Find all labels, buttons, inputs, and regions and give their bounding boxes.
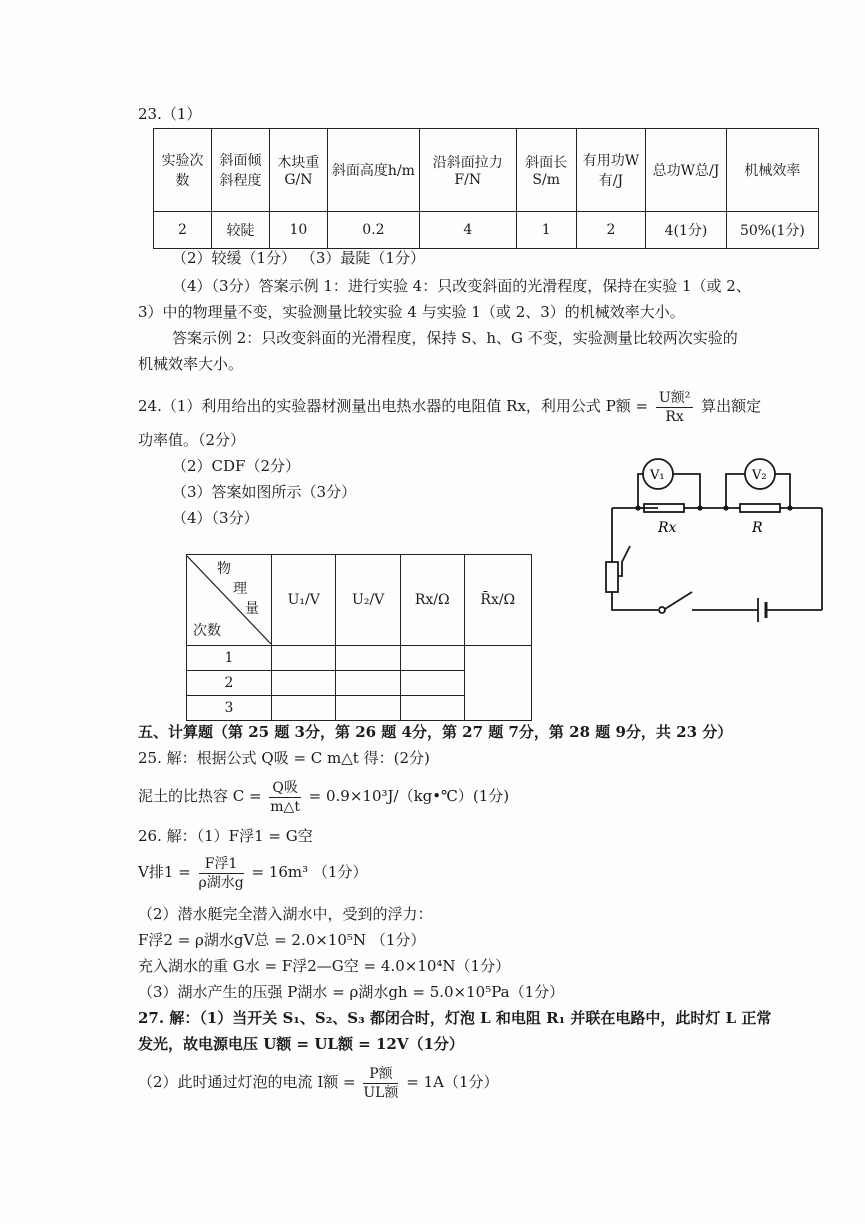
table-cell	[400, 671, 464, 696]
lamp-current-formula	[363, 1065, 398, 1102]
table-cell: 10	[269, 212, 327, 249]
fraction-denominator: Rx	[665, 408, 684, 425]
fraction-denominator: UL额	[363, 1084, 399, 1101]
table-cell	[336, 646, 400, 671]
rx-label: Rx	[658, 520, 677, 536]
header-cell: U₂/V	[336, 555, 400, 646]
circuit-diagram	[600, 452, 830, 632]
diag-label: 次数	[193, 623, 221, 639]
q26-line2-text: V排1 =	[138, 863, 191, 881]
table-header-row	[187, 555, 532, 646]
section-5-heading: 五、计算题（第 25 题 3分，第 26 题 4分，第 27 题 7分，第 28 题 9分，共 23 分）	[138, 723, 733, 741]
q23-heading	[138, 104, 201, 124]
table-cell: 4	[419, 212, 516, 249]
table-cell: 3	[187, 696, 272, 721]
resistor-r	[740, 504, 780, 512]
header-cell: 有用功W有/J	[576, 129, 645, 212]
header-cell: U₁/V	[272, 555, 336, 646]
table-cell: 2	[154, 212, 212, 249]
q26-line4: F浮2 = ρ湖水gV总 = 2.0×10⁵N （1分）	[138, 931, 426, 949]
r-label: R	[752, 520, 763, 536]
q23-line2: （2）较缓（1分） （3）最陡（1分）	[172, 249, 425, 267]
q24-line1-text: 24.（1）利用给出的实验器材测量出电热水器的电阻值 Rx，利用公式 P额 =	[138, 397, 649, 415]
q26-line5: 充入湖水的重 G水 = F浮2—G空 = 4.0×10⁴N（1分）	[138, 957, 511, 975]
diag-label: 量	[245, 601, 259, 617]
diag-label: 物	[217, 561, 231, 577]
rated-power-formula	[656, 389, 693, 426]
header-cell: Rx/Ω	[400, 555, 464, 646]
diag-label: 理	[233, 581, 247, 597]
q23-results-table	[153, 128, 819, 249]
q24-line1-end: 算出额定	[701, 397, 762, 415]
q23-number: 23.	[138, 105, 162, 123]
fraction-numerator: P额	[363, 1065, 398, 1084]
q24-line2: （2）CDF（2分）	[172, 457, 300, 475]
q24-line1	[138, 386, 761, 426]
q25-line1: 25. 解：根据公式 Q吸 = C m△t 得：(2分)	[138, 749, 430, 767]
table-cell	[336, 671, 400, 696]
q26-line1: 26. 解：（1）F浮1 = G空	[138, 827, 313, 845]
table-cell: 1	[187, 646, 272, 671]
table-cell	[464, 646, 531, 721]
header-cell: 总功W总/J	[646, 129, 727, 212]
table-cell: 50%(1分)	[726, 212, 818, 249]
table-cell: 4(1分)	[646, 212, 727, 249]
v1-label: V₁	[650, 468, 665, 483]
table-header-row	[154, 129, 819, 212]
table-cell: 2	[187, 671, 272, 696]
displaced-volume-formula	[199, 855, 244, 892]
header-cell: 实验次数	[154, 129, 212, 212]
table-cell	[272, 646, 336, 671]
header-cell: 木块重G/N	[269, 129, 327, 212]
table-cell	[400, 646, 464, 671]
q27-line3	[138, 1062, 499, 1102]
table-row	[154, 212, 819, 249]
header-cell: 斜面长S/m	[516, 129, 576, 212]
header-cell: R̄x/Ω	[464, 555, 531, 646]
q23-line4a: （4）（3分）答案示例 1：进行实验 4：只改变斜面的光滑程度，保持在实验 1（或 2、	[172, 277, 751, 295]
q25-line2	[138, 776, 509, 816]
v2-label: V₂	[752, 468, 767, 483]
q27-line3-end: = 1A（1分）	[406, 1073, 499, 1091]
table-cell	[272, 671, 336, 696]
q26-line6: （3）湖水产生的压强 P湖水 = ρ湖水gh = 5.0×10⁵Pa（1分）	[138, 983, 565, 1001]
table-cell	[400, 696, 464, 721]
fraction-denominator: m△t	[270, 798, 300, 815]
header-cell: 斜面高度h/m	[327, 129, 419, 212]
diagonal-header-cell	[187, 555, 272, 646]
switch	[659, 607, 665, 613]
q25-line2-end: = 0.9×10³J/（kg•℃）(1分)	[308, 787, 510, 805]
table-cell: 0.2	[327, 212, 419, 249]
q26-line2	[138, 852, 367, 892]
table-cell	[336, 696, 400, 721]
header-cell: 斜面倾斜程度	[211, 129, 269, 212]
specific-heat-formula	[269, 779, 300, 816]
q23-line4b: 3）中的物理量不变，实验测量比较实验 4 与实验 1（或 2、3）的机械效率大小。	[138, 303, 685, 321]
q26-line2-end: = 16m³ （1分）	[251, 863, 368, 881]
q24-line3: （3）答案如图所示（3分）	[172, 483, 357, 501]
q27-line3-text: （2）此时通过灯泡的电流 I额 =	[138, 1073, 356, 1091]
rheostat	[606, 562, 618, 592]
fraction-numerator: Q吸	[269, 779, 300, 798]
q27-line2: 发光，故电源电压 U额 = UL额 = 12V（1分）	[138, 1035, 464, 1053]
table-cell: 1	[516, 212, 576, 249]
q26-line3: （2）潜水艇完全潜入湖水中，受到的浮力：	[138, 905, 433, 923]
fraction-denominator: ρ湖水g	[198, 874, 244, 891]
q23-part1-label: （1）	[161, 105, 202, 123]
table-row	[187, 646, 532, 671]
q25-line2-text: 泥土的比热容 C =	[138, 787, 262, 805]
q24-data-table	[186, 554, 532, 721]
q27-line1: 27. 解：（1）当开关 S₁、S₂、S₃ 都闭合时，灯泡 L 和电阻 R₁ 并联在电路中，此时灯 L 正常	[138, 1009, 772, 1027]
table-cell	[272, 696, 336, 721]
fraction-numerator: U额²	[656, 389, 693, 408]
q23-line4d: 机械效率大小。	[138, 355, 244, 373]
q24-line4: （4）（3分）	[172, 509, 259, 527]
table-cell: 较陡	[211, 212, 269, 249]
header-cell: 沿斜面拉力F/N	[419, 129, 516, 212]
fraction-numerator: F浮1	[199, 855, 244, 874]
q24-line1b: 功率值。（2分）	[138, 431, 246, 449]
table-cell: 2	[576, 212, 645, 249]
header-cell: 机械效率	[726, 129, 818, 212]
q23-line4c: 答案示例 2：只改变斜面的光滑程度，保持 S、h、G 不变，实验测量比较两次实验的	[172, 329, 738, 347]
